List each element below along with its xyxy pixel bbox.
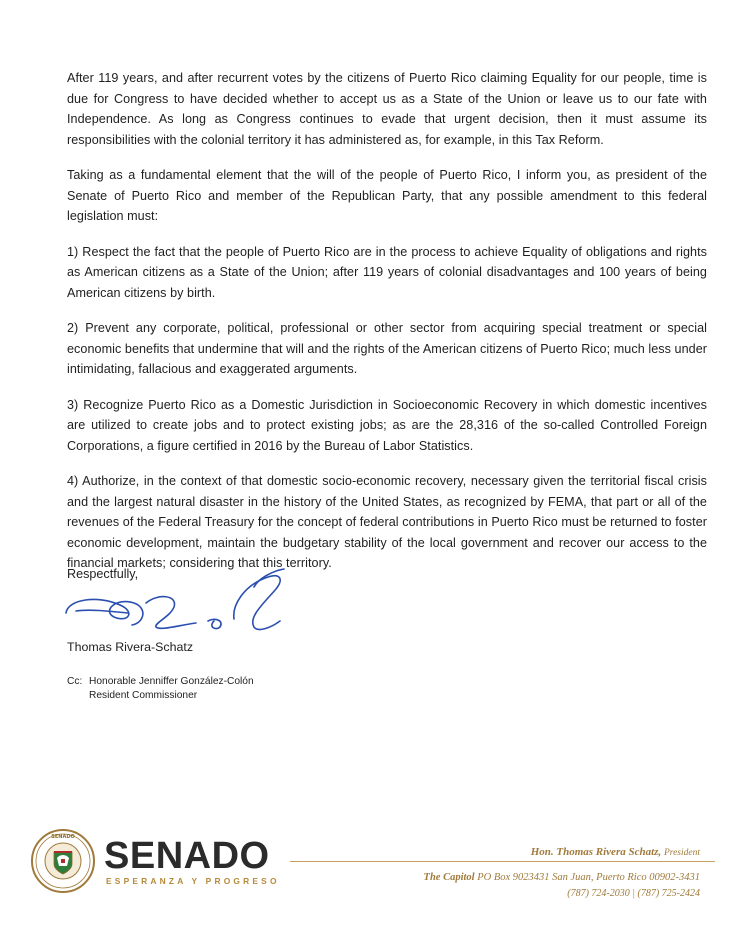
letter-body [67,68,707,589]
footer-phone-1: (787) 724-2030 [567,888,630,899]
cc-label: Cc: [67,676,83,687]
footer-president-role: President [663,848,700,858]
paragraph-point-3: 3) Recognize Puerto Rico as a Domestic Jurisdiction in Socioeconomic Recovery in which domestic incentives are utilized to create jobs and to protect existing jobs; as are the 28,316 of the so-called Controlled Foreign Corporations, a figure certified in 2016 by the Bureau of Labor Statistics. [67,397,707,453]
footer-president [531,846,700,858]
footer-address-line: PO Box 9023431 San Juan, Puerto Rico 00902-3431 [477,872,700,883]
cc-block [67,675,254,703]
footer-address [424,872,700,883]
cc-recipient: Honorable Jenniffer González-Colón [89,676,254,687]
closing-salutation: Respectfully, [67,567,139,581]
footer-phone-separator: | [632,888,635,899]
handwritten-signature [58,565,298,645]
paragraph-point-4: 4) Authorize, in the context of that domestic socio-economic recovery, necessary given the territorial fiscal crisis and the largest natural disaster in the history of the United States, as recognized by FEMA, that part or all of the revenues of the Federal Treasury for the concept of federal contributions in Puerto Rico must be returned to foster economic development, maintain the budgetary stability of the local government and recover our access to the financial markets; considering that this territory. [67,474,707,570]
footer-address-building: The Capitol [423,872,475,883]
senado-tagline: ESPERANZA Y PROGRESO [106,876,280,886]
paragraph-statement: Taking as a fundamental element that the will of the people of Puerto Rico, I inform you, as president of the Senate of Puerto Rico and member of the Republican Party, that any possible amendment to this federal legislation must: [67,168,707,223]
paragraph-point-2: 2) Prevent any corporate, political, professional or other sector from acquiring special treatment or special economic benefits that undermine that will and the rights of the American citizens of Puerto Rico; much less under intimidating, fallacious and exaggerated arguments. [67,321,707,376]
paragraph-intro: After 119 years, and after recurrent votes by the citizens of Puerto Rico claiming Equality for our people, time is due for Congress to have decided whether to accept us as a State of the Union or leave us to our fate with Independence. As long as Congress continues to evade that urgent decision, then it must assume its responsibilities with the colonial territory it has administered as, for example, in this Tax Reform. [67,71,707,147]
signer-name: Thomas Rivera-Schatz [67,640,194,654]
senado-wordmark: SENADO [104,835,270,877]
senate-seal-icon [30,828,96,894]
footer-president-name: Hon. Thomas Rivera Schatz, [530,846,662,858]
footer-phone-2: (787) 725-2424 [637,888,700,899]
footer-divider [290,861,715,862]
cc-recipient-title: Resident Commissioner [89,690,198,701]
seal-lettering: SENADO [51,834,75,840]
footer-phones [567,888,700,899]
paragraph-point-1: 1) Respect the fact that the people of Puerto Rico are in the process to achieve Equality of obligations and rights as American citizens as a State of the Union; after 119 years of colonial disadvantages and 100 years of being American citizens by birth. [67,244,707,300]
